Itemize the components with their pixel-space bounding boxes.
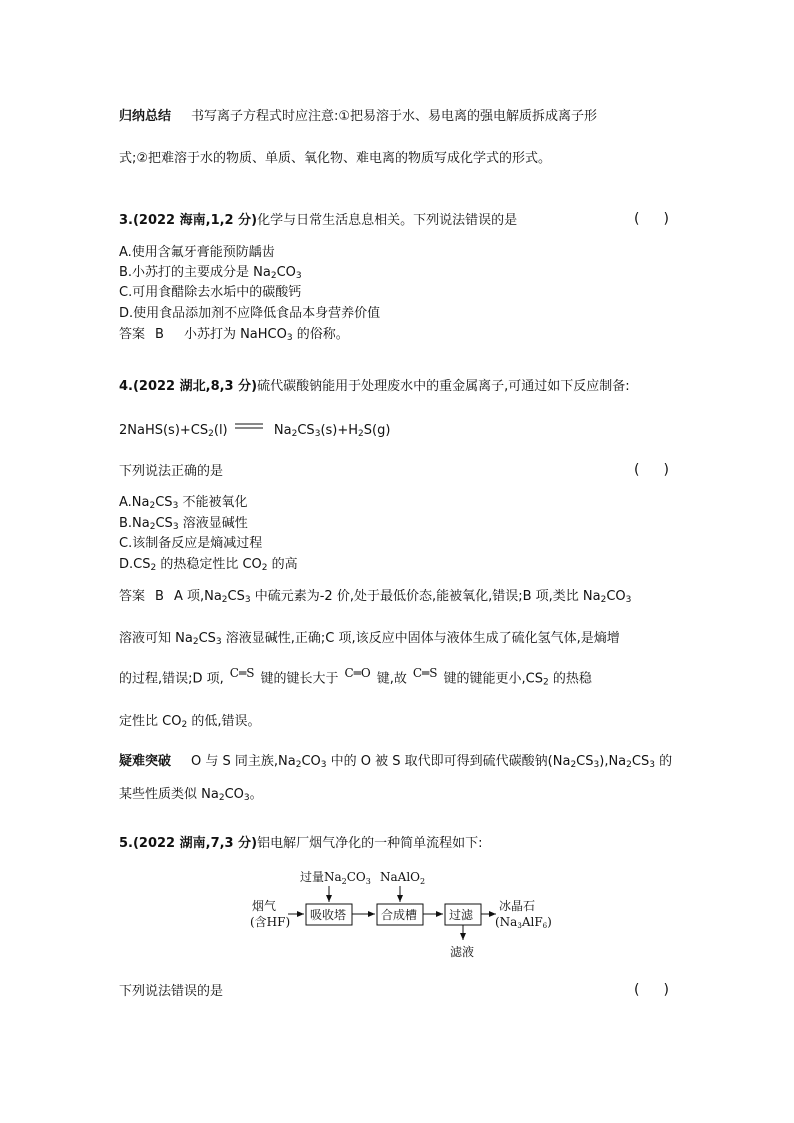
q4-answer-line-2 [119,630,620,648]
q4-hint-line-2 [119,786,263,804]
text-fragment: (Na [495,915,518,929]
q4-answer-line-4 [119,713,260,731]
text-fragment: CO [276,265,296,280]
text-fragment: 的俗称。 [292,327,349,342]
text-fragment: 定性比 CO [119,714,182,729]
text-fragment: 2 [218,793,225,803]
text-fragment: 不能被氧化 [178,495,248,510]
summary-line-2 [119,150,551,168]
summary-tag: 归纳总结 [119,109,172,124]
q3-stem [119,212,517,230]
text-fragment: B [155,589,164,604]
text-fragment: ),Na [599,754,627,769]
text-fragment: 2 [341,877,347,886]
bond-cs-formula-2: C═S [412,666,438,680]
summary-line-1 [119,108,597,126]
text-fragment: A.使用含氟牙膏能预防龋齿 [119,245,275,260]
process-flow-diagram [250,868,560,968]
flow-input-label: 烟气 [252,899,277,913]
text-fragment: ) [547,915,552,929]
text-fragment: 3 [286,333,293,343]
text-fragment: 的热稳 [548,671,592,687]
flow-product-note [495,915,552,930]
text-fragment: CO [346,870,366,884]
q4-option-a [119,494,247,512]
text-fragment: 2 [149,501,156,511]
q4-option-c [119,535,262,553]
flow-box-synthesis-label: 合成槽 [381,908,418,922]
q3-option-c [119,284,301,302]
q4-source: 4.(2022 湖北,8,3 分) [119,379,258,394]
text-fragment: 2 [149,522,156,532]
text-fragment: 溶液显碱性 [178,516,248,531]
text-fragment: D.CS [119,557,151,572]
q5-answer-paren [634,982,669,998]
q3-answer-label: 答案 [119,327,146,342]
text-fragment: 3 [244,595,251,605]
text-fragment: 2 [150,563,157,573]
q3-option-a [119,244,275,262]
text-fragment: A 项,Na [173,589,222,604]
text-fragment: 的低,错误。 [187,714,261,729]
text-fragment: 3 [215,637,222,647]
text-fragment: 3 [625,595,632,605]
text-fragment: CS [155,495,173,510]
text-fragment: 键的键能更小,CS [443,671,543,687]
text-fragment: ) [663,211,669,227]
text-fragment: 小苏打为 NaHCO [183,327,287,342]
text-fragment: 3 [243,793,250,803]
flow-box-filter-label: 过滤 [449,908,474,922]
text-fragment: 过量Na [300,870,342,884]
text-fragment: 硫代碳酸钠能用于处理废水中的重金属离子,可通过如下反应制备: [257,379,630,394]
text-fragment: 某些性质类似 Na [119,787,219,802]
q5-ask [119,983,223,1001]
q4-ask [119,463,223,481]
text-fragment: ( [634,982,640,998]
bond-cs-formula: C═S [229,666,255,680]
text-fragment: B [155,327,164,342]
text-fragment: NaAlO [380,870,420,884]
q3-stem-text: 化学与日常生活息息相关。下列说法错误的是 [257,213,518,228]
text-fragment: 溶液显碱性,正确;C 项,该反应中固体与液体生成了硫化氢气体,是熵增 [221,631,620,646]
q5-stem [119,835,482,853]
text-fragment: B.Na [119,516,150,531]
text-fragment: ) [663,462,669,478]
text-fragment: 的 [654,754,673,769]
text-fragment: S(g) [363,423,391,438]
text-fragment: (s)+H [320,423,359,438]
text-fragment: 键的键长大于 [260,671,339,687]
flow-box-absorber-label: 吸收塔 [310,908,347,922]
text-fragment: 2 [291,429,298,439]
text-fragment: 键,故 [376,671,407,687]
text-fragment: 2 [261,563,268,573]
text-fragment: 3 [365,877,371,886]
text-fragment: 2 [181,720,188,730]
q4-answer-paren [634,462,669,478]
q3-option-b [119,264,302,282]
flow-waste-label: 滤液 [450,945,475,959]
q5-source: 5.(2022 湖南,7,3 分) [119,836,258,851]
text-fragment: 的高 [267,557,298,572]
text-fragment: 2 [208,429,214,439]
text-fragment: A.Na [119,495,150,510]
text-fragment: ( [634,462,640,478]
text-fragment: 3 [172,501,179,511]
text-fragment: CS [198,631,216,646]
text-fragment: 3 [172,522,179,532]
text-fragment: ( [634,211,640,227]
q3-source: 3.(2022 海南,1,2 分) [119,213,258,228]
text-fragment: CS [155,516,173,531]
q4-answer-label: 答案 [119,589,146,604]
flow-reagent-2 [380,870,425,886]
text-fragment: 3 [517,922,522,930]
flow-reagent-1 [300,869,371,886]
q4-answer-line-3 [119,666,592,689]
text-fragment: 。 [249,787,263,802]
text-fragment: 2 [570,760,577,770]
text-fragment: AlF [521,915,543,929]
text-fragment: 的过程,错误;D 项, [119,671,224,687]
text-fragment: 3 [295,271,302,281]
text-fragment: CS [576,754,594,769]
text-fragment: CO [224,787,244,802]
bond-co-formula: C═O [344,666,371,680]
text-fragment: CO [606,589,626,604]
text-fragment: 的热稳定性比 CO [156,557,262,572]
text-fragment: 中硫元素为-2 价,处于最低价态,能被氧化,错误;B 项,类比 Na [250,589,601,604]
q3-answer [119,326,349,344]
text-fragment: 3 [593,760,600,770]
text-fragment: 2 [358,429,364,439]
text-fragment: (l) [213,423,228,438]
text-fragment: 3 [320,760,327,770]
hint-tag: 疑难突破 [119,754,172,769]
text-fragment: D.使用食品添加剂不应降低食品本身营养价值 [119,306,381,321]
text-fragment: 2 [192,637,199,647]
text-fragment: 2 [600,595,607,605]
text-fragment: 2 [420,877,426,886]
text-fragment: Na [273,423,292,438]
text-fragment: CS [297,423,315,438]
summary-text-1: 书写离子方程式时应注意:①把易溶于水、易电离的强电解质拆成离子形 [191,109,598,124]
text-fragment: 下列说法错误的是 [119,984,224,999]
flow-input-note: (含HF) [250,915,291,929]
text-fragment: 2 [295,760,302,770]
text-fragment: 3 [314,429,321,439]
text-fragment: C.可用食醋除去水垢中的碳酸钙 [119,285,302,300]
text-fragment: ) [663,982,669,998]
summary-text-2: 式;②把难溶于水的物质、单质、氧化物、难电离的物质写成化学式的形式。 [119,151,552,166]
q4-option-b [119,515,248,533]
text-fragment: C.该制备反应是熵减过程 [119,536,263,551]
equals-sign-icon [234,422,264,436]
text-fragment: B.小苏打的主要成分是 Na [119,265,271,280]
text-fragment: 2NaHS(s)+CS [119,423,209,438]
q4-option-d [119,556,298,574]
text-fragment: 3 [649,760,655,770]
text-fragment: O 与 S 同主族,Na [191,754,296,769]
text-fragment: 2 [626,760,632,770]
q4-answer-line-1 [119,588,631,606]
text-fragment: 铝电解厂烟气净化的一种简单流程如下: [257,836,483,851]
text-fragment: 2 [221,595,228,605]
q4-hint-line-1 [119,753,672,771]
text-fragment: 2 [542,677,549,688]
q3-answer-paren [634,211,669,227]
text-fragment: 2 [270,271,277,281]
text-fragment: CO [301,754,321,769]
q4-equation [119,422,390,440]
text-fragment: 下列说法正确的是 [119,464,224,479]
q3-option-d [119,305,380,323]
text-fragment: CS [631,754,650,769]
text-fragment: 溶液可知 Na [119,631,193,646]
q4-stem [119,378,630,396]
flow-product-label: 冰晶石 [499,899,536,913]
text-fragment: 6 [542,922,548,930]
text-fragment: 中的 O 被 S 取代即可得到硫代碳酸钠(Na [326,754,571,769]
text-fragment: CS [227,589,245,604]
